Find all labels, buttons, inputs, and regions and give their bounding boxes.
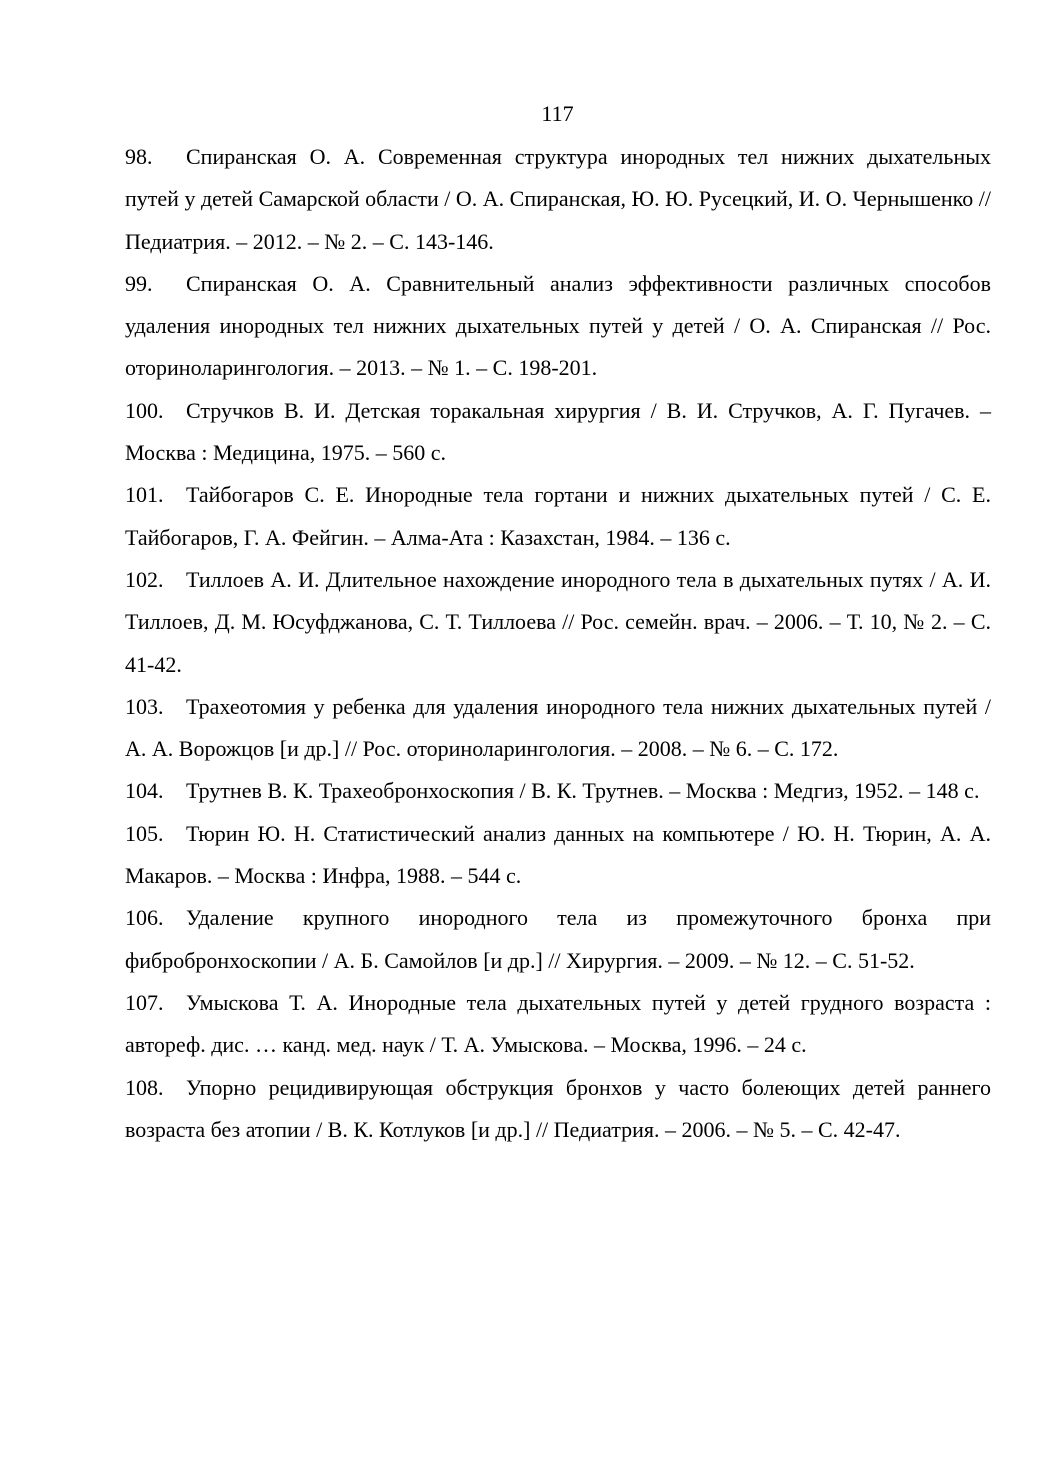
reference-number: 104. <box>125 778 164 804</box>
reference-text: Удаление крупного инородного тела из промежуточного бронха при фибробронхоскопии / А. Б. Самойлов [и др.] // Хирургия. – 2009. – № 12. – С. 51-52. <box>125 905 991 973</box>
reference-number: 101. <box>125 482 164 508</box>
reference-item-98 <box>125 136 991 263</box>
reference-item-102 <box>125 559 991 686</box>
reference-number: 100. <box>125 397 164 423</box>
reference-text: Спиранская О. А. Современная структура инородных тел нижних дыхательных путей у детей Самарской области / О. А. Спиранская, Ю. Ю. Русецкий, И. О. Чернышенко // Педиатрия. – 2012. – № 2. – С. 143-146. <box>125 144 991 254</box>
reference-item-106 <box>125 897 991 982</box>
reference-text: Трахеотомия у ребенка для удаления инородного тела нижних дыхательных путей / А. А. Ворожцов [и др.] // Рос. оториноларингология. – 2008. – № 6. – С. 172. <box>125 693 991 762</box>
reference-item-103 <box>125 686 991 771</box>
reference-item-105 <box>125 813 991 898</box>
reference-number: 98. <box>125 144 153 169</box>
reference-item-99 <box>125 263 991 390</box>
reference-item-101 <box>125 474 991 559</box>
reference-text: Тиллоев А. И. Длительное нахождение инородного тела в дыхательных путях / А. И. Тиллоев, Д. М. Юсуфджанова, С. Т. Тиллоева // Рос. семейн. врач. – 2006. – Т. 10, № 2. – С. 41-42. <box>125 566 991 677</box>
reference-item-104 <box>125 770 991 812</box>
reference-text: Стручков В. И. Детская торакальная хирургия / В. И. Стручков, А. Г. Пугачев. – Москва : Медицина, 1975. – 560 с. <box>125 397 991 466</box>
reference-text: Спиранская О. А. Сравнительный анализ эффективности различных способов удаления инородных тел нижних дыхательных путей у детей / О. А. Спиранская // Рос. оториноларингология. – 2013. – № 1. – С. 198-201. <box>125 270 991 381</box>
reference-text: Умыскова Т. А. Инородные тела дыхательных путей у детей грудного возраста : автореф. дис. … канд. мед. наук / Т. А. Умыскова. – Москва, 1996. – 24 с. <box>125 989 991 1058</box>
reference-number: 99. <box>125 270 153 296</box>
reference-text: Трутнев В. К. Трахеобронхоскопия / В. К. Трутнев. – Москва : Медгиз, 1952. – 148 с. <box>186 778 980 804</box>
reference-number: 106. <box>125 905 164 931</box>
reference-number: 105. <box>125 820 164 846</box>
reference-number: 107. <box>125 989 164 1015</box>
reference-item-100 <box>125 390 991 475</box>
reference-number: 102. <box>125 566 164 592</box>
reference-number: 103. <box>125 693 164 719</box>
reference-text: Упорно рецидивирующая обструкция бронхов у часто болеющих детей раннего возраста без атопии / В. К. Котлуков [и др.] // Педиатрия. – 2006. – № 5. – С. 42-47. <box>125 1074 991 1142</box>
reference-item-108 <box>125 1067 991 1152</box>
reference-text: Тюрин Ю. Н. Статистический анализ данных на компьютере / Ю. Н. Тюрин, А. А. Макаров. – Москва : Инфра, 1988. – 544 с. <box>125 820 991 889</box>
reference-number: 108. <box>125 1074 164 1100</box>
reference-item-107 <box>125 982 991 1067</box>
page-number: 117 <box>541 101 574 126</box>
reference-list <box>125 136 991 1151</box>
reference-text: Тайбогаров С. Е. Инородные тела гортани и нижних дыхательных путей / С. Е. Тайбогаров, Г. А. Фейгин. – Алма-Ата : Казахстан, 1984. – 136 с. <box>125 482 991 550</box>
